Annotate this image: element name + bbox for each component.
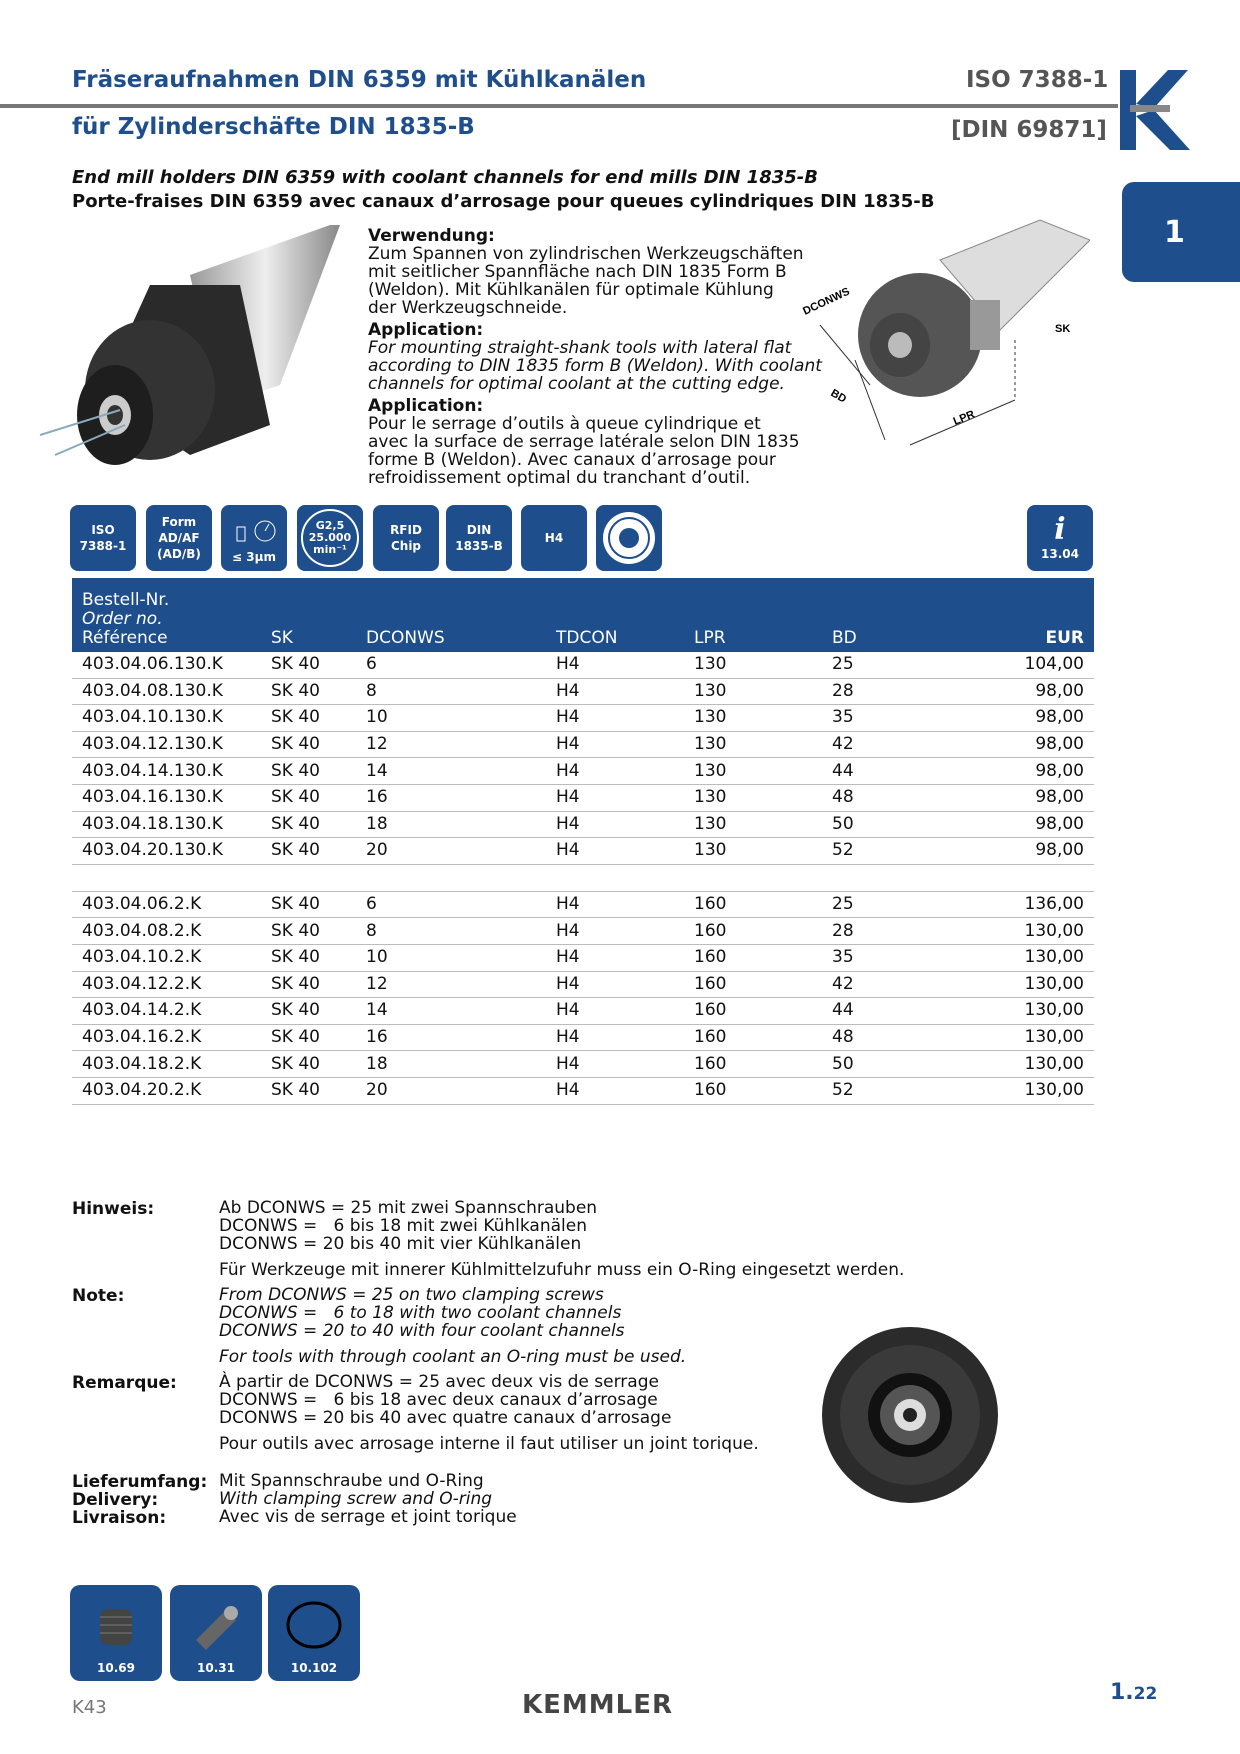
remarque-label: Remarque: xyxy=(72,1373,177,1393)
col-order-de: Bestell-Nr. xyxy=(82,590,170,610)
form-icon-line: (AD/B) xyxy=(157,547,201,561)
table-cell: 25 xyxy=(822,891,962,918)
iso-icon xyxy=(70,505,136,571)
col-bd: BD xyxy=(822,578,962,652)
table-cell: 403.04.14.130.K xyxy=(72,758,261,785)
kemmler-logo-icon xyxy=(1120,70,1190,150)
runout-icon xyxy=(221,505,287,571)
col-tdcon: TDCON xyxy=(546,578,684,652)
table-cell: 98,00 xyxy=(962,731,1094,758)
table-cell: SK 40 xyxy=(261,1077,356,1104)
table-cell: 6 xyxy=(356,652,546,678)
page-number-sub: 22 xyxy=(1133,1684,1158,1704)
balance-icon xyxy=(297,505,363,571)
remarque-line: Pour outils avec arrosage interne il faut utiliser un joint torique. xyxy=(219,1434,759,1454)
runout-label: ≤ 3µm xyxy=(232,550,276,564)
table-cell: H4 xyxy=(546,918,684,945)
chapter-tab[interactable]: 1 xyxy=(1122,182,1240,282)
table-cell: 160 xyxy=(684,1051,822,1078)
delivery-en: With clamping screw and O-ring xyxy=(219,1489,493,1509)
table-cell: 12 xyxy=(356,731,546,758)
table-cell: 50 xyxy=(822,1051,962,1078)
table-cell: 403.04.12.2.K xyxy=(72,971,261,998)
table-cell: 98,00 xyxy=(962,838,1094,865)
table-cell: 52 xyxy=(822,1077,962,1104)
gauge-icon xyxy=(229,519,279,549)
table-cell: 10 xyxy=(356,705,546,732)
table-cell: 403.04.14.2.K xyxy=(72,998,261,1025)
din-line: 1835-B xyxy=(455,539,503,553)
desc-fr-line: Pour le serrage d’outils à queue cylindrique et xyxy=(368,414,761,434)
note-line: DCONWS = 6 to 18 with two coolant channels xyxy=(219,1303,622,1323)
table-row xyxy=(72,891,1094,918)
info-letter: i xyxy=(1054,512,1066,547)
title-line-2: für Zylinderschäfte DIN 1835-B xyxy=(72,114,475,140)
coolant-channel-icon xyxy=(600,509,658,567)
table-cell: 130,00 xyxy=(962,1051,1094,1078)
col-sk: SK xyxy=(261,578,356,652)
table-cell: 130 xyxy=(684,758,822,785)
table-cell: 44 xyxy=(822,758,962,785)
table-spacer xyxy=(72,864,1094,891)
note-line: DCONWS = 20 to 40 with four coolant channels xyxy=(219,1321,625,1341)
desc-en-heading: Application: xyxy=(368,320,484,340)
table-cell: H4 xyxy=(546,971,684,998)
delivery-label-fr: Livraison: xyxy=(72,1508,167,1528)
table-cell: SK 40 xyxy=(261,811,356,838)
hinweis-line: Für Werkzeuge mit innerer Kühlmittelzufuhr muss ein O-Ring eingesetzt werden. xyxy=(219,1260,905,1280)
table-cell: 14 xyxy=(356,758,546,785)
table-row xyxy=(72,731,1094,758)
info-ref: 13.04 xyxy=(1041,547,1079,561)
info-icon[interactable] xyxy=(1027,505,1093,571)
table-cell: 20 xyxy=(356,838,546,865)
table-cell: 98,00 xyxy=(962,784,1094,811)
rfid-icon xyxy=(373,505,439,571)
table-cell: SK 40 xyxy=(261,705,356,732)
table-cell: 136,00 xyxy=(962,891,1094,918)
din-line: DIN xyxy=(466,523,492,537)
table-cell: 98,00 xyxy=(962,758,1094,785)
col-dconws: DCONWS xyxy=(356,578,546,652)
desc-fr-heading: Application: xyxy=(368,396,484,416)
table-cell: 6 xyxy=(356,891,546,918)
table-cell: H4 xyxy=(546,678,684,705)
table-cell: 160 xyxy=(684,1024,822,1051)
table-cell: 16 xyxy=(356,1024,546,1051)
table-cell: 130,00 xyxy=(962,998,1094,1025)
standard-label: ISO 7388-1 xyxy=(966,67,1109,93)
table-cell: SK 40 xyxy=(261,838,356,865)
table-cell: 160 xyxy=(684,918,822,945)
table-cell: 403.04.12.130.K xyxy=(72,731,261,758)
table-cell: 130,00 xyxy=(962,1024,1094,1051)
page-number xyxy=(1110,1680,1157,1705)
pull-stud-icon xyxy=(186,1595,246,1655)
table-cell: SK 40 xyxy=(261,944,356,971)
table-cell: 98,00 xyxy=(962,705,1094,732)
table-cell: 14 xyxy=(356,998,546,1025)
desc-fr-line: refroidissement optimal du tranchant d’outil. xyxy=(368,468,751,488)
col-order xyxy=(72,578,261,652)
table-cell: 98,00 xyxy=(962,678,1094,705)
diagram-label-dconws: DCONWS xyxy=(801,285,852,318)
table-cell: 50 xyxy=(822,811,962,838)
desc-en-line: For mounting straight-shank tools with lateral flat xyxy=(368,338,792,358)
technical-drawing xyxy=(800,200,1090,460)
table-row xyxy=(72,811,1094,838)
table-cell: 28 xyxy=(822,918,962,945)
table-cell: SK 40 xyxy=(261,1024,356,1051)
subtitle-fr: Porte-fraises DIN 6359 avec canaux d’arrosage pour queues cylindriques DIN 1835-B xyxy=(72,191,935,212)
table-cell: 403.04.06.2.K xyxy=(72,891,261,918)
table-row xyxy=(72,918,1094,945)
table-cell: SK 40 xyxy=(261,784,356,811)
table-cell: SK 40 xyxy=(261,1051,356,1078)
table-cell: SK 40 xyxy=(261,652,356,678)
coolant-icon xyxy=(596,505,662,571)
diagram-label-lpr: LPR xyxy=(951,408,977,428)
col-eur: EUR xyxy=(962,578,1094,652)
table-cell: H4 xyxy=(546,1051,684,1078)
table-cell: 130 xyxy=(684,652,822,678)
o-ring-icon xyxy=(284,1595,344,1655)
form-icon xyxy=(146,505,212,571)
balance-ring-icon xyxy=(301,509,359,567)
table-cell: SK 40 xyxy=(261,731,356,758)
table-cell: SK 40 xyxy=(261,758,356,785)
desc-en-line: according to DIN 1835 form B (Weldon). With coolant xyxy=(368,356,822,376)
table-cell: 12 xyxy=(356,971,546,998)
table-cell: 16 xyxy=(356,784,546,811)
table-cell: 403.04.18.2.K xyxy=(72,1051,261,1078)
table-cell: H4 xyxy=(546,731,684,758)
table-cell: 130,00 xyxy=(962,971,1094,998)
diagram-label-sk: SK xyxy=(1055,323,1071,335)
table-row xyxy=(72,838,1094,865)
desc-de-line: Zum Spannen von zylindrischen Werkzeugschäften xyxy=(368,244,804,264)
col-lpr: LPR xyxy=(684,578,822,652)
col-order-en: Order no. xyxy=(82,609,163,629)
table-cell: 403.04.10.130.K xyxy=(72,705,261,732)
table-cell: SK 40 xyxy=(261,998,356,1025)
table-cell: H4 xyxy=(546,1024,684,1051)
remarque-line: DCONWS = 20 bis 40 avec quatre canaux d’arrosage xyxy=(219,1408,672,1428)
table-cell: SK 40 xyxy=(261,891,356,918)
table-row xyxy=(72,998,1094,1025)
table-row xyxy=(72,971,1094,998)
table-cell: 8 xyxy=(356,918,546,945)
h4-label: H4 xyxy=(544,531,564,545)
table-cell: SK 40 xyxy=(261,971,356,998)
table-cell: 35 xyxy=(822,944,962,971)
table-cell: H4 xyxy=(546,705,684,732)
table-header-row xyxy=(72,578,1094,652)
table-cell: 18 xyxy=(356,811,546,838)
accessory-ref: 10.69 xyxy=(97,1661,135,1675)
desc-de-line: der Werkzeugschneide. xyxy=(368,298,568,318)
table-row xyxy=(72,652,1094,678)
balance-line: 25.000 xyxy=(308,531,352,544)
iso-icon-line: 7388-1 xyxy=(79,539,127,553)
page-number-main: 1. xyxy=(1110,1680,1134,1705)
table-row xyxy=(72,1077,1094,1104)
table-cell: 130 xyxy=(684,731,822,758)
desc-fr-line: forme B (Weldon). Avec canaux d’arrosage pour xyxy=(368,450,776,470)
table-cell: 160 xyxy=(684,944,822,971)
table-cell: H4 xyxy=(546,811,684,838)
table-cell: 20 xyxy=(356,1077,546,1104)
subtitle-en: End mill holders DIN 6359 with coolant channels for end mills DIN 1835-B xyxy=(72,167,818,188)
accessory-screw[interactable] xyxy=(70,1585,162,1681)
table-cell: 160 xyxy=(684,891,822,918)
table-row xyxy=(72,784,1094,811)
table-cell: 130 xyxy=(684,811,822,838)
table-cell: SK 40 xyxy=(261,678,356,705)
table-cell: H4 xyxy=(546,652,684,678)
table-cell: 25 xyxy=(822,652,962,678)
table-cell: 10 xyxy=(356,944,546,971)
hinweis-line: DCONWS = 20 bis 40 mit vier Kühlkanälen xyxy=(219,1234,582,1254)
din-icon xyxy=(446,505,512,571)
table-spacer-cell xyxy=(72,864,1094,891)
table-row xyxy=(72,1051,1094,1078)
note-line: From DCONWS = 25 on two clamping screws xyxy=(219,1285,604,1305)
standard-alt-label: [DIN 69871] xyxy=(951,117,1107,143)
table-cell: H4 xyxy=(546,998,684,1025)
table-row xyxy=(72,944,1094,971)
table-cell: 18 xyxy=(356,1051,546,1078)
table-cell: 28 xyxy=(822,678,962,705)
delivery-label-en: Delivery: xyxy=(72,1490,159,1510)
table-row xyxy=(72,758,1094,785)
balance-line: G2,5 xyxy=(315,519,345,532)
delivery-label-de: Lieferumfang: xyxy=(72,1472,208,1492)
h4-icon xyxy=(521,505,587,571)
desc-fr-line: avec la surface de serrage latérale selon DIN 1835 xyxy=(368,432,800,452)
col-order-fr: Référence xyxy=(82,628,168,648)
note-label: Note: xyxy=(72,1286,125,1306)
hinweis-label: Hinweis: xyxy=(72,1199,155,1219)
accessory-ref: 10.31 xyxy=(197,1661,235,1675)
desc-de-heading: Verwendung: xyxy=(368,226,495,246)
table-cell: 104,00 xyxy=(962,652,1094,678)
table-cell: 403.04.06.130.K xyxy=(72,652,261,678)
table-cell: 160 xyxy=(684,971,822,998)
table-cell: 98,00 xyxy=(962,811,1094,838)
table-cell: 130,00 xyxy=(962,944,1094,971)
table-cell: H4 xyxy=(546,1077,684,1104)
table-cell: H4 xyxy=(546,758,684,785)
table-cell: 403.04.08.130.K xyxy=(72,678,261,705)
rfid-line: Chip xyxy=(390,539,422,553)
note-line: For tools with through coolant an O-ring must be used. xyxy=(219,1347,687,1367)
accessory-o-ring[interactable] xyxy=(268,1585,360,1681)
accessory-pull-stud[interactable] xyxy=(170,1585,262,1681)
table-cell: 35 xyxy=(822,705,962,732)
product-image-holder xyxy=(40,225,360,475)
desc-de-line: (Weldon). Mit Kühlkanälen für optimale Kühlung xyxy=(368,280,774,300)
table-cell: 42 xyxy=(822,971,962,998)
table-cell: 160 xyxy=(684,998,822,1025)
table-cell: H4 xyxy=(546,784,684,811)
table-cell: 42 xyxy=(822,731,962,758)
table-cell: 403.04.16.2.K xyxy=(72,1024,261,1051)
table-row xyxy=(72,678,1094,705)
table-cell: 48 xyxy=(822,784,962,811)
table-cell: 403.04.20.2.K xyxy=(72,1077,261,1104)
table-cell: 160 xyxy=(684,1077,822,1104)
product-front-view xyxy=(820,1325,1000,1505)
description-block xyxy=(368,227,822,487)
hinweis-line: DCONWS = 6 bis 18 mit zwei Kühlkanälen xyxy=(219,1216,587,1236)
remarque-line: À partir de DCONWS = 25 avec deux vis de serrage xyxy=(219,1372,659,1392)
remarque-line: DCONWS = 6 bis 18 avec deux canaux d’arrosage xyxy=(219,1390,658,1410)
table-cell: 52 xyxy=(822,838,962,865)
header-rule xyxy=(0,104,1118,108)
table-cell: 130 xyxy=(684,784,822,811)
iso-icon-line: ISO xyxy=(91,523,115,537)
hinweis-line: Ab DCONWS = 25 mit zwei Spannschrauben xyxy=(219,1198,598,1218)
footer-ref: K43 xyxy=(72,1697,107,1718)
table-cell: SK 40 xyxy=(261,918,356,945)
balance-line: min⁻¹ xyxy=(313,543,347,556)
diagram-label-bd: BD xyxy=(828,387,849,406)
table-cell: 48 xyxy=(822,1024,962,1051)
table-cell: 130 xyxy=(684,838,822,865)
delivery-de: Mit Spannschraube und O-Ring xyxy=(219,1471,484,1491)
footer-brand: KEMMLER xyxy=(522,1690,674,1720)
table-cell: 130,00 xyxy=(962,918,1094,945)
table-cell: 403.04.18.130.K xyxy=(72,811,261,838)
table-cell: 403.04.20.130.K xyxy=(72,838,261,865)
table-row xyxy=(72,1024,1094,1051)
table-cell: H4 xyxy=(546,838,684,865)
table-cell: 403.04.08.2.K xyxy=(72,918,261,945)
table-cell: 403.04.16.130.K xyxy=(72,784,261,811)
table-cell: 44 xyxy=(822,998,962,1025)
table-row xyxy=(72,705,1094,732)
accessory-ref: 10.102 xyxy=(290,1661,338,1675)
table-cell: 403.04.10.2.K xyxy=(72,944,261,971)
form-icon-line: Form xyxy=(161,515,197,529)
form-icon-line: AD/AF xyxy=(158,531,200,545)
table-cell: 130 xyxy=(684,705,822,732)
product-table xyxy=(72,578,1094,1105)
desc-de-line: mit seitlicher Spannfläche nach DIN 1835 Form B xyxy=(368,262,787,282)
table-cell: H4 xyxy=(546,891,684,918)
title-line-1: Fräseraufnahmen DIN 6359 mit Kühlkanälen xyxy=(72,67,647,93)
table-cell: 130,00 xyxy=(962,1077,1094,1104)
table-cell: 130 xyxy=(684,678,822,705)
table-cell: 8 xyxy=(356,678,546,705)
rfid-line: RFID xyxy=(390,523,422,537)
desc-en-line: channels for optimal coolant at the cutting edge. xyxy=(368,374,785,394)
screw-icon xyxy=(86,1595,146,1655)
delivery-fr: Avec vis de serrage et joint torique xyxy=(219,1507,517,1527)
table-cell: H4 xyxy=(546,944,684,971)
